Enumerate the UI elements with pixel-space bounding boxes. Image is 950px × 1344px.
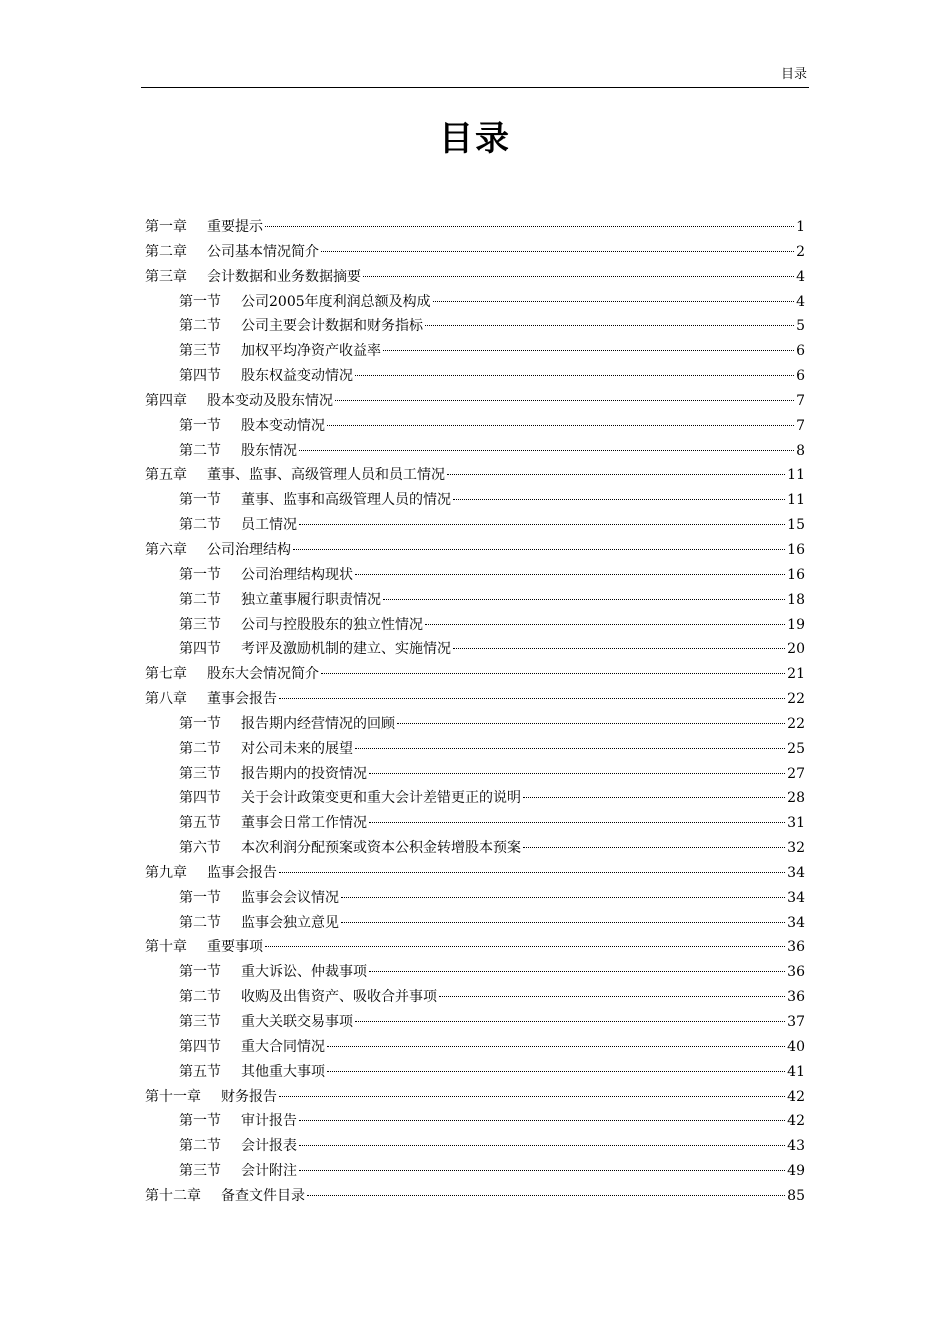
page-title: 目录 <box>439 119 511 159</box>
toc-entry[interactable] <box>145 1159 805 1184</box>
toc-entry-number: 第二节 <box>179 914 221 931</box>
toc-entry-title: 股本变动及股东情况 <box>207 392 333 409</box>
toc-entry-number: 第二节 <box>179 989 221 1006</box>
toc-dot-leader <box>279 697 785 699</box>
toc-dot-leader <box>327 1070 785 1072</box>
toc-entry[interactable] <box>145 488 805 513</box>
toc-entry-title: 公司治理结构 <box>207 541 291 558</box>
toc-entry[interactable] <box>145 240 805 265</box>
toc-dot-leader <box>355 747 785 749</box>
toc-entry-title: 股东情况 <box>241 442 297 459</box>
toc-entry-page: 41 <box>787 1063 805 1080</box>
toc-entry-page: 21 <box>787 666 805 683</box>
toc-entry-number: 第一节 <box>179 492 221 509</box>
toc-entry-title: 监事会会议情况 <box>241 889 339 906</box>
toc-entry[interactable] <box>145 1010 805 1035</box>
toc-entry-page: 5 <box>796 318 805 335</box>
toc-dot-leader <box>433 300 794 302</box>
toc-entry-title: 员工情况 <box>241 517 297 534</box>
toc-entry-number: 第九章 <box>145 864 187 881</box>
toc-entry-page: 16 <box>787 566 805 583</box>
toc-entry-number: 第八章 <box>145 691 187 708</box>
toc-entry-title: 会计数据和业务数据摘要 <box>207 268 361 285</box>
toc-entry-number: 第三节 <box>179 1163 221 1180</box>
toc-entry-page: 42 <box>787 1113 805 1130</box>
toc-entry-page: 34 <box>787 889 805 906</box>
toc-entry-number: 第一节 <box>179 566 221 583</box>
toc-entry-page: 27 <box>787 765 805 782</box>
toc-entry-title: 监事会独立意见 <box>241 914 339 931</box>
toc-entry-number: 第二节 <box>179 517 221 534</box>
toc-entry-title: 公司基本情况简介 <box>207 243 319 260</box>
toc-entry[interactable] <box>145 861 805 886</box>
toc-entry-title: 重大诉讼、仲裁事项 <box>241 964 367 981</box>
toc-entry-title: 重大关联交易事项 <box>241 1014 353 1030</box>
toc-dot-leader <box>293 548 785 550</box>
toc-entry-page: 7 <box>796 392 805 409</box>
toc-dot-leader <box>369 970 785 972</box>
toc-dot-leader <box>299 1119 785 1121</box>
toc-entry-number: 第二节 <box>179 1138 221 1155</box>
toc-entry[interactable] <box>145 290 805 315</box>
toc-entry-title: 公司与控股股东的独立性情况 <box>241 616 423 633</box>
toc-entry-number: 第五节 <box>179 1063 221 1080</box>
toc-entry[interactable] <box>145 762 805 787</box>
toc-entry[interactable] <box>145 662 805 687</box>
toc-entry-title: 股东大会情况简介 <box>207 666 319 683</box>
toc-entry-number: 第一节 <box>179 889 221 906</box>
toc-entry-number: 第六节 <box>179 840 221 857</box>
toc-entry-title: 本次利润分配预案或资本公积金转增股本预案 <box>241 840 521 857</box>
running-header: 目录 <box>780 67 807 82</box>
toc-dot-leader <box>327 424 794 426</box>
toc-entry-page: 7 <box>796 417 805 434</box>
toc-entry[interactable] <box>145 637 805 662</box>
toc-entry-page: 85 <box>787 1187 805 1204</box>
toc-entry[interactable] <box>145 960 805 985</box>
toc-entry-title: 董事、监事和高级管理人员的情况 <box>241 492 451 509</box>
toc-dot-leader <box>265 225 794 227</box>
toc-entry[interactable] <box>145 811 805 836</box>
toc-entry-number: 第一节 <box>179 1113 221 1130</box>
toc-entry-page: 20 <box>787 641 805 658</box>
toc-entry[interactable] <box>145 265 805 290</box>
toc-entry-page: 40 <box>787 1038 805 1055</box>
toc-dot-leader <box>383 598 785 600</box>
toc-dot-leader <box>425 324 794 326</box>
toc-entry-title: 其他重大事项 <box>241 1063 325 1080</box>
toc-entry-number: 第三节 <box>179 616 221 633</box>
toc-entry-title: 股东权益变动情况 <box>241 368 353 385</box>
toc-entry-page: 16 <box>787 541 805 558</box>
toc-entry-title: 股本变动情况 <box>241 417 325 434</box>
toc-entry-number: 第一节 <box>179 715 221 732</box>
toc-entry[interactable] <box>145 712 805 737</box>
toc-entry-number: 第十二章 <box>145 1187 201 1204</box>
toc-entry[interactable] <box>145 314 805 339</box>
toc-entry-number: 第一章 <box>145 219 187 235</box>
toc-entry-number: 第三章 <box>145 268 187 285</box>
toc-entry-page: 6 <box>796 343 805 360</box>
toc-entry[interactable] <box>145 215 805 240</box>
toc-entry-page: 49 <box>787 1163 805 1180</box>
toc-entry[interactable] <box>145 538 805 563</box>
toc-entry[interactable] <box>145 687 805 712</box>
toc-dot-leader <box>299 523 785 525</box>
toc-entry-page: 4 <box>796 268 805 285</box>
toc-entry[interactable] <box>145 836 805 861</box>
toc-entry-title: 公司治理结构现状 <box>241 566 353 583</box>
toc-entry-number: 第四节 <box>179 641 221 658</box>
toc-entry-page: 36 <box>787 964 805 981</box>
toc-dot-leader <box>355 573 785 575</box>
toc-entry-page: 22 <box>787 691 805 708</box>
toc-entry-number: 第二节 <box>179 740 221 757</box>
toc-entry-title: 重要提示 <box>207 219 263 235</box>
toc-entry-page: 31 <box>787 815 805 832</box>
toc-entry[interactable] <box>145 588 805 613</box>
toc-entry[interactable] <box>145 1060 805 1085</box>
toc-entry-page: 42 <box>787 1088 805 1105</box>
toc-entry-page: 19 <box>787 616 805 633</box>
toc-entry-page: 6 <box>796 368 805 385</box>
toc-entry-page: 1 <box>796 219 805 235</box>
toc-entry-title: 报告期内经营情况的回顾 <box>241 715 395 732</box>
toc-entry-number: 第四章 <box>145 392 187 409</box>
toc-entry-page: 22 <box>787 715 805 732</box>
toc-entry-title: 对公司未来的展望 <box>241 740 353 757</box>
toc-dot-leader <box>447 473 785 475</box>
toc-dot-leader <box>279 871 785 873</box>
toc-entry-number: 第三节 <box>179 765 221 782</box>
toc-entry[interactable] <box>145 439 805 464</box>
toc-dot-leader <box>383 349 794 351</box>
toc-entry[interactable] <box>145 414 805 439</box>
toc-dot-leader <box>453 498 785 500</box>
toc-entry-title: 董事、监事、高级管理人员和员工情况 <box>207 467 445 484</box>
toc-entry-page: 18 <box>787 591 805 608</box>
toc-entry[interactable] <box>145 339 805 364</box>
toc-entry-title: 公司2005年度利润总额及构成 <box>241 293 431 310</box>
toc-dot-leader <box>341 921 785 923</box>
toc-entry-title: 加权平均净资产收益率 <box>241 343 381 360</box>
toc-entry-number: 第七章 <box>145 666 187 683</box>
toc-entry-number: 第五节 <box>179 815 221 832</box>
toc-dot-leader <box>307 1194 785 1196</box>
toc-entry-page: 2 <box>796 243 805 260</box>
toc-dot-leader <box>523 796 785 798</box>
toc-entry-title: 重要事项 <box>207 939 263 956</box>
toc-entry-page: 36 <box>787 989 805 1006</box>
toc-entry-title: 独立董事履行职责情况 <box>241 591 381 608</box>
toc-dot-leader <box>355 1020 785 1022</box>
toc-entry-page: 4 <box>796 293 805 310</box>
toc-entry[interactable] <box>145 513 805 538</box>
toc-entry-number: 第二章 <box>145 243 187 260</box>
toc-entry-page: 34 <box>787 914 805 931</box>
toc-entry-number: 第一节 <box>179 964 221 981</box>
toc-entry-number: 第二节 <box>179 591 221 608</box>
toc-entry-page: 43 <box>787 1138 805 1155</box>
toc-entry[interactable] <box>145 911 805 936</box>
toc-dot-leader <box>355 374 794 376</box>
toc-dot-leader <box>369 772 785 774</box>
toc-dot-leader <box>265 945 785 947</box>
toc-entry-number: 第三节 <box>179 1014 221 1030</box>
toc-entry-number: 第一节 <box>179 293 221 310</box>
toc-entry-number: 第四节 <box>179 368 221 385</box>
toc-entry[interactable] <box>145 389 805 414</box>
toc-entry-page: 28 <box>787 790 805 807</box>
toc-entry-page: 15 <box>787 517 805 534</box>
toc-entry-number: 第十章 <box>145 939 187 956</box>
toc-entry[interactable] <box>145 1035 805 1060</box>
toc-entry-page: 8 <box>796 442 805 459</box>
toc-entry-title: 报告期内的投资情况 <box>241 765 367 782</box>
toc-entry-title: 会计附注 <box>241 1163 297 1180</box>
toc-entry[interactable] <box>145 935 805 960</box>
toc-entry-page: 34 <box>787 864 805 881</box>
toc-dot-leader <box>279 1095 785 1097</box>
toc-entry[interactable] <box>145 1085 805 1110</box>
toc-entry-title: 重大合同情况 <box>241 1038 325 1055</box>
toc-entry-number: 第四节 <box>179 1038 221 1055</box>
toc-entry[interactable] <box>145 886 805 911</box>
toc-entry-number: 第二节 <box>179 442 221 459</box>
toc-entry-title: 监事会报告 <box>207 864 277 881</box>
toc-entry-page: 11 <box>787 492 805 509</box>
toc-dot-leader <box>453 647 785 649</box>
toc-entry[interactable] <box>145 613 805 638</box>
toc-entry-number: 第四节 <box>179 790 221 807</box>
toc-entry[interactable] <box>145 1184 805 1209</box>
toc-dot-leader <box>327 1045 785 1047</box>
toc-entry-title: 会计报表 <box>241 1138 297 1155</box>
toc-entry[interactable] <box>145 563 805 588</box>
toc-entry-number: 第五章 <box>145 467 187 484</box>
toc-entry[interactable] <box>145 364 805 389</box>
toc-entry-title: 财务报告 <box>221 1088 277 1105</box>
toc-entry-number: 第二节 <box>179 318 221 335</box>
toc-entry-page: 25 <box>787 740 805 757</box>
toc-entry-page: 32 <box>787 840 805 857</box>
toc-dot-leader <box>397 722 785 724</box>
toc-entry-title: 董事会日常工作情况 <box>241 815 367 832</box>
toc-dot-leader <box>321 250 794 252</box>
toc-dot-leader <box>363 275 794 277</box>
toc-entry-title: 收购及出售资产、吸收合并事项 <box>241 989 437 1006</box>
toc-dot-leader <box>523 846 785 848</box>
toc-dot-leader <box>369 821 785 823</box>
toc-dot-leader <box>341 896 785 898</box>
toc-dot-leader <box>299 1144 785 1146</box>
toc-dot-leader <box>439 995 785 997</box>
toc-entry-page: 37 <box>787 1014 805 1030</box>
toc-entry-title: 备查文件目录 <box>221 1187 305 1204</box>
toc-dot-leader <box>299 449 794 451</box>
header-divider <box>141 87 809 88</box>
toc-entry-page: 36 <box>787 939 805 956</box>
toc-entry[interactable] <box>145 737 805 762</box>
toc-dot-leader <box>425 623 785 625</box>
toc-entry[interactable] <box>145 786 805 811</box>
toc-entry-number: 第六章 <box>145 541 187 558</box>
toc-entry[interactable] <box>145 1134 805 1159</box>
toc-entry-title: 考评及激励机制的建立、实施情况 <box>241 641 451 658</box>
toc-entry-number: 第一节 <box>179 417 221 434</box>
toc-entry-page: 11 <box>787 467 805 484</box>
toc-entry[interactable] <box>145 985 805 1010</box>
toc-entry-title: 董事会报告 <box>207 691 277 708</box>
toc-entry[interactable] <box>145 463 805 488</box>
toc-entry[interactable] <box>145 1109 805 1134</box>
toc-entry-number: 第三节 <box>179 343 221 360</box>
toc-entry-title: 公司主要会计数据和财务指标 <box>241 318 423 335</box>
table-of-contents <box>145 215 805 1209</box>
toc-entry-title: 关于会计政策变更和重大会计差错更正的说明 <box>241 790 521 807</box>
toc-dot-leader <box>321 672 785 674</box>
toc-entry-number: 第十一章 <box>145 1088 201 1105</box>
toc-dot-leader <box>335 399 794 401</box>
toc-entry-title: 审计报告 <box>241 1113 297 1130</box>
toc-dot-leader <box>299 1169 785 1171</box>
